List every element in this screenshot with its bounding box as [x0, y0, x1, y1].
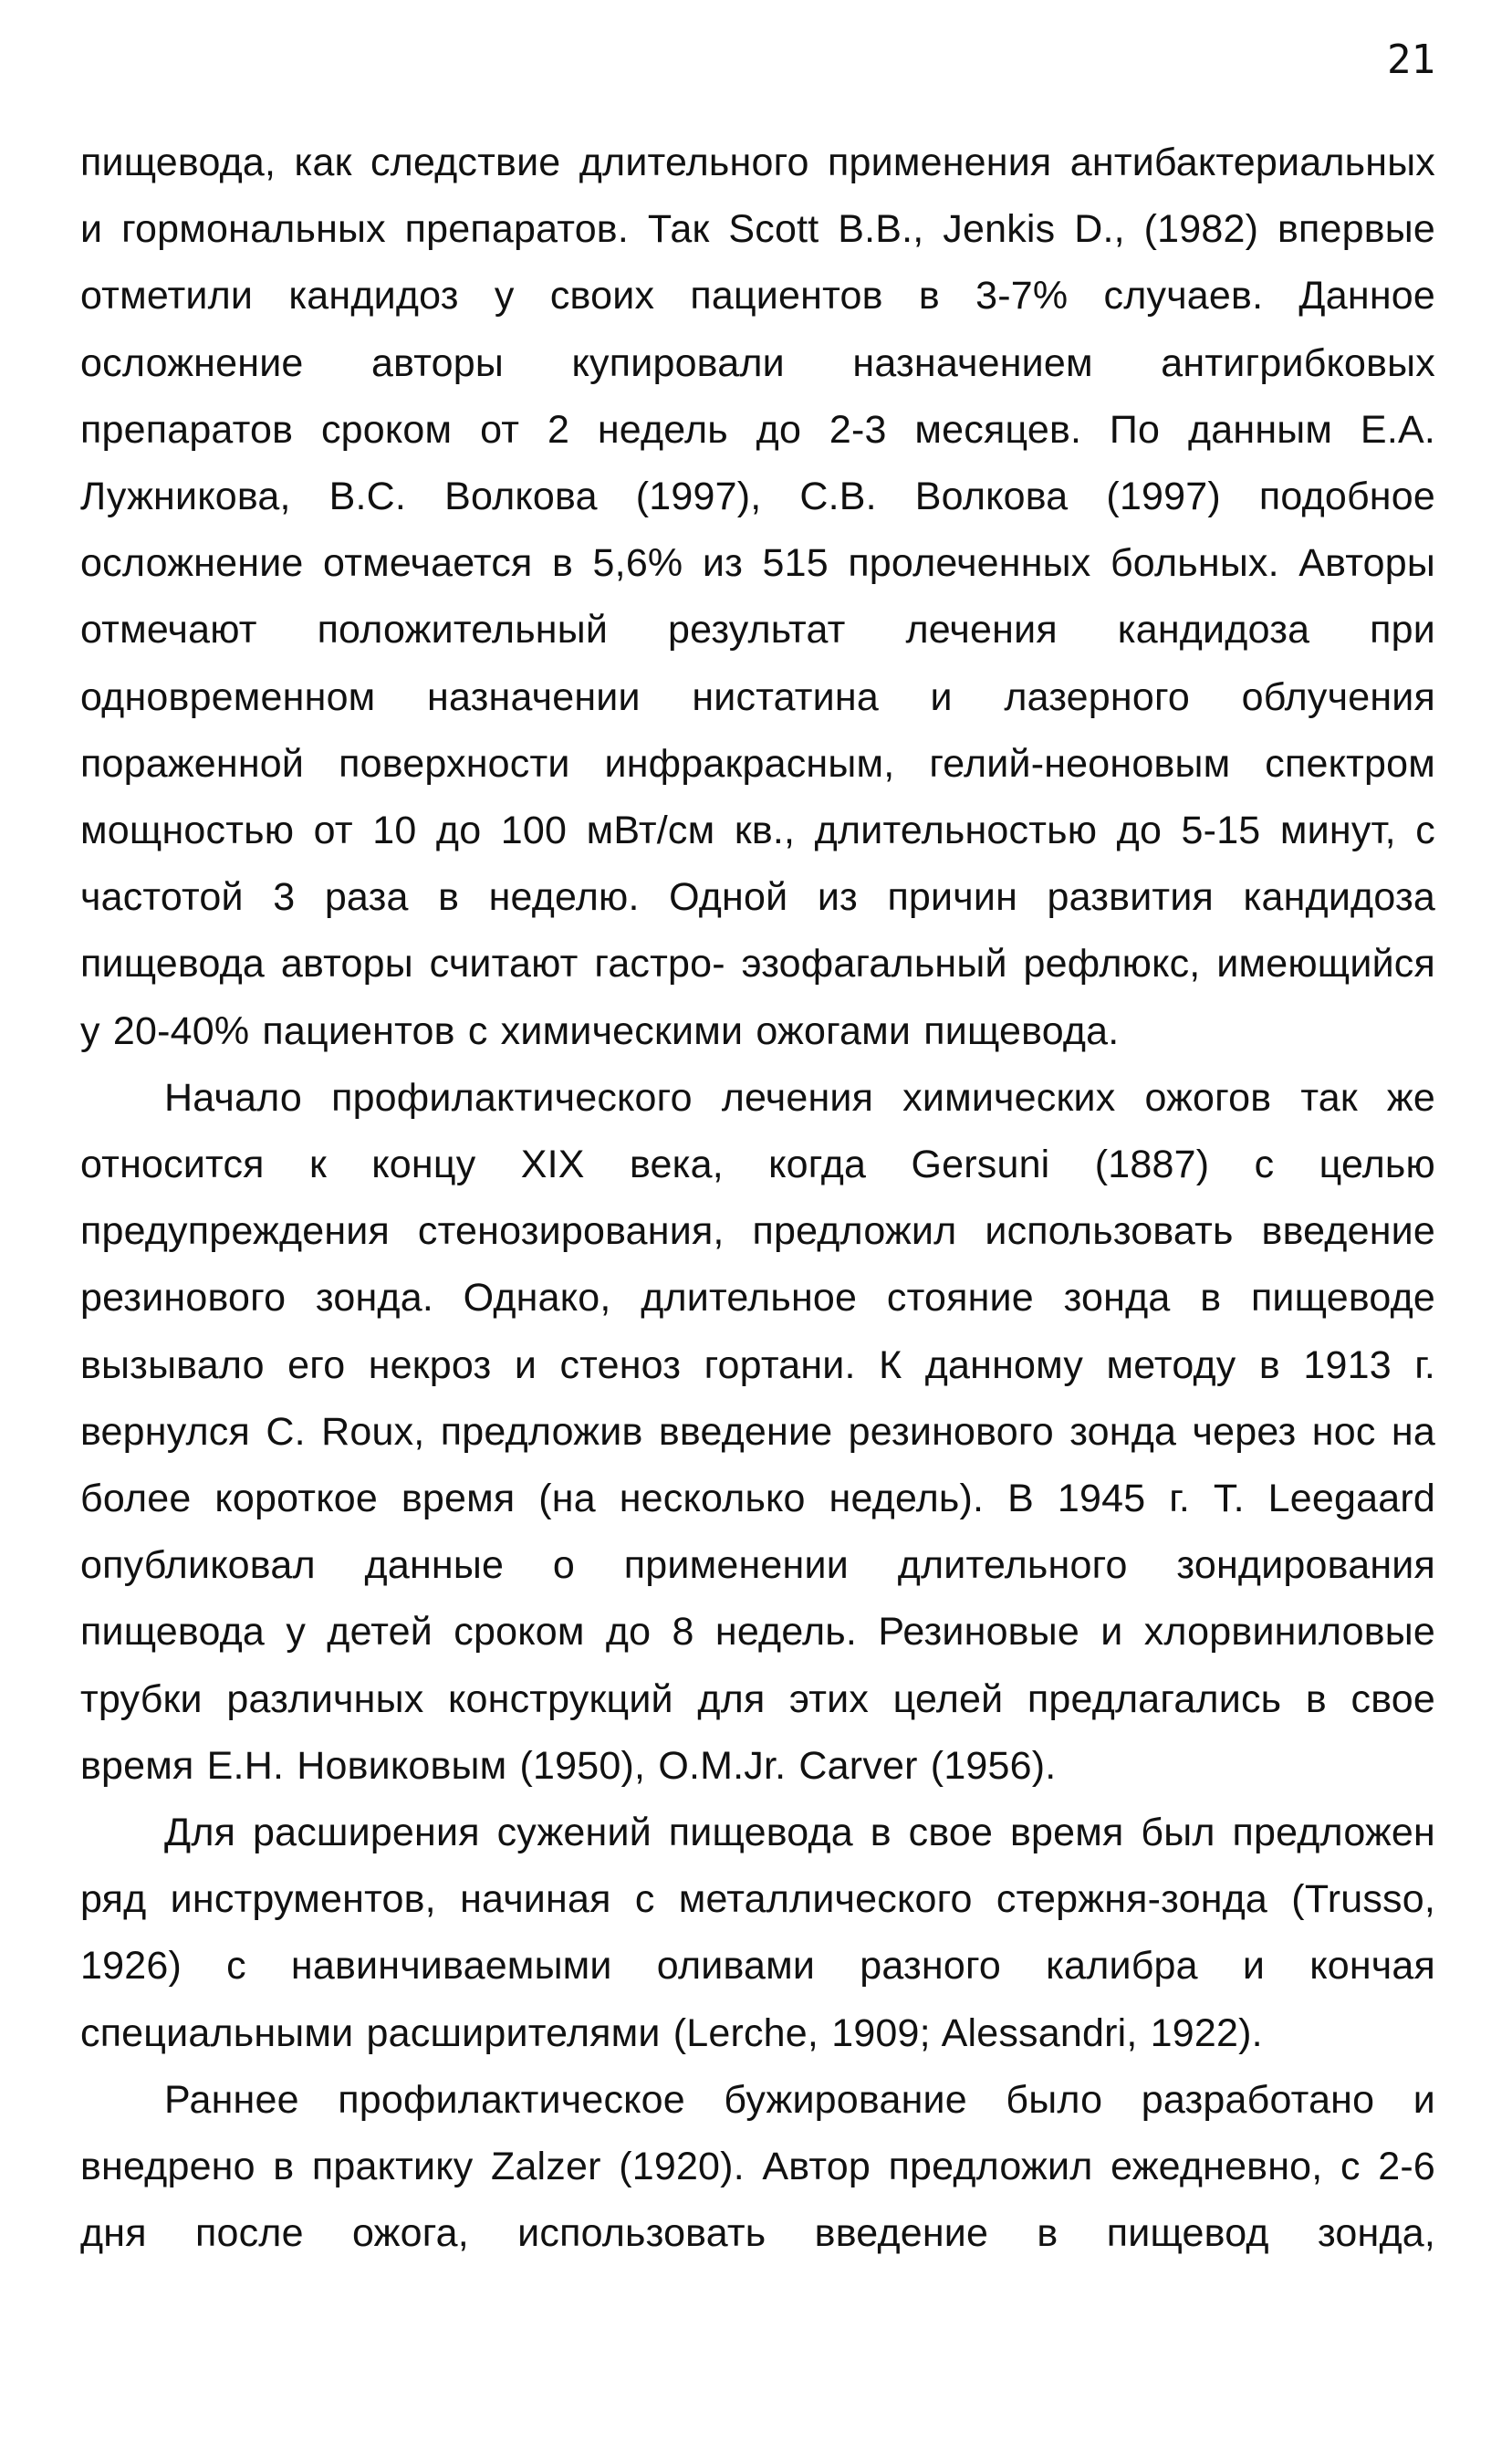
paragraph-dilation-instruments: Для расширения сужений пищевода в свое время был предложен ряд инструментов, начиная с металлического стержня-зонда (Trusso, 1926) с навинчиваемыми оливами разного калибра и кончая специальными расширителями (Lerche, 1909; Alessandri, 1922). — [80, 1811, 1435, 2055]
page-number: 21 — [1387, 37, 1435, 83]
paragraph-early-bougienage: Раннее профилактическое бужирование было разработано и внедрено в практику Zalzer (1920). Автор предложил ежедневно, с 2-6 дня после ожога, использовать введение в пищевод зонда, — [80, 2077, 1435, 2256]
document-page — [80, 0, 1435, 2464]
paragraph-prophylactic-treatment-history: Начало профилактического лечения химических ожогов так же относится к концу XIX века, когда Gersuni (1887) с целью предупреждения стенозирования, предложил использовать введение резинового зонда. Однако, длительное стояние зонда в пищеводе вызывало его некроз и стеноз гортани. К данному методу в 1913 г. вернулся С. Roux, предложив введение резинового зонда через нос на более короткое время (на несколько недель). В 1945 г. Т. Leegaard опубликовал данные о применении длительного зондирования пищевода у детей сроком до 8 недель. Резиновые и хлорвиниловые трубки различных конструкций для этих целей предлагались в свое время Е.Н. Новиковым (1950), O.M.Jr. Carver (1956). — [80, 1075, 1435, 1788]
body-text — [80, 130, 1435, 2268]
paragraph-candidiasis: пищевода, как следствие длительного применения антибактериальных и гормональных препаратов. Так Scott B.B., Jenkis D., (1982) впервые отметили кандидоз у своих пациентов в 3-7% случаев. Данное осложнение авторы купировали назначением антигрибковых препаратов сроком от 2 недель до 2-3 месяцев. По данным Е.А. Лужникова, В.С. Волкова (1997), С.В. Волкова (1997) подобное осложнение отмечается в 5,6% из 515 пролеченных больных. Авторы отмечают положительный результат лечения кандидоза при одновременном назначении нистатина и лазерного облучения пораженной поверхности инфракрасным, гелий-неоновым спектром мощностью от 10 до 100 мВт/см кв., длительностью до 5-15 минут, с частотой 3 раза в неделю. Одной из причин развития кандидоза пищевода авторы считают гастро- эзофагальный рефлюкс, имеющийся у 20-40% пациентов с химическими ожогами пищевода. — [80, 141, 1435, 1053]
